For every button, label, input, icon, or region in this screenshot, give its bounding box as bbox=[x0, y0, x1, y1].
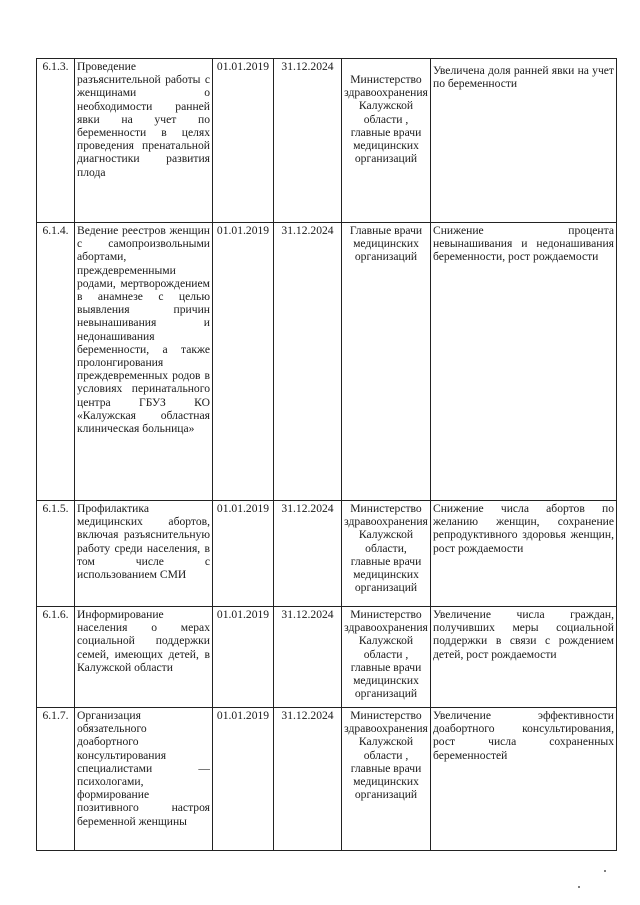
expected-result: Увеличение эффективности доабортного консультирования, рост числа сохраненных беременностей bbox=[431, 708, 617, 851]
expected-result: Снижение процента невынашивания и недонашивания беременности, рост рождаемости bbox=[431, 223, 617, 501]
row-number: 6.1.6. bbox=[37, 607, 75, 708]
measure-name: Организация обязательного доабортного консультирования специалистами — психологами, формирование позитивного настроя беременной женщины bbox=[75, 708, 213, 851]
end-date: 31.12.2024 bbox=[274, 59, 342, 223]
scan-speck bbox=[578, 886, 580, 888]
responsible: Главные врачи медицинских организаций bbox=[342, 223, 431, 501]
table-row bbox=[37, 59, 617, 223]
measure-name: Ведение реестров женщин с самопроизвольными абортами, преждевременными родами, мертворождением в анамнезе с целью выявления причин невынашивания и недонашивания беременности, а также пролонгирования преждевременных родов в условиях перинатального центра ГБУЗ КО «Калужская областная клиническая больница» bbox=[75, 223, 213, 501]
responsible: Министерство здравоохранения Калужской области , главные врачи медицинских организаций bbox=[342, 607, 431, 708]
expected-result: Увеличение числа граждан, получивших меры социальной поддержки в связи с рождением детей, рост рождаемости bbox=[431, 607, 617, 708]
row-number: 6.1.3. bbox=[37, 59, 75, 223]
end-date: 31.12.2024 bbox=[274, 223, 342, 501]
measure-name: Проведение разъяснительной работы с женщинами о необходимости ранней явки на учет по беременности в целях проведения пренатальной диагностики развития плода bbox=[75, 59, 213, 223]
row-number: 6.1.7. bbox=[37, 708, 75, 851]
table-row bbox=[37, 223, 617, 501]
scan-speck bbox=[604, 870, 606, 872]
start-date: 01.01.2019 bbox=[213, 708, 274, 851]
responsible: Министерство здравоохранения Калужской области , главные врачи медицинских организаций bbox=[342, 59, 431, 223]
end-date: 31.12.2024 bbox=[274, 607, 342, 708]
start-date: 01.01.2019 bbox=[213, 607, 274, 708]
row-number: 6.1.5. bbox=[37, 501, 75, 607]
measure-name: Информирование населения о мерах социальной поддержки семей, имеющих детей, в Калужской области bbox=[75, 607, 213, 708]
start-date: 01.01.2019 bbox=[213, 223, 274, 501]
expected-result: Снижение числа абортов по желанию женщин, сохранение репродуктивного здоровья женщин, рост рождаемости bbox=[431, 501, 617, 607]
responsible: Министерство здравоохранения Калужской области, главные врачи медицинских организаций bbox=[342, 501, 431, 607]
table-row bbox=[37, 607, 617, 708]
row-number: 6.1.4. bbox=[37, 223, 75, 501]
measure-name: Профилактика медицинских абортов, включая разъяснительную работу среди населения, в том числе с использованием СМИ bbox=[75, 501, 213, 607]
table-row bbox=[37, 501, 617, 607]
responsible: Министерство здравоохранения Калужской области , главные врачи медицинских организаций bbox=[342, 708, 431, 851]
table-row bbox=[37, 708, 617, 851]
measures-table bbox=[36, 58, 617, 851]
expected-result: Увеличена доля ранней явки на учет по беременности bbox=[431, 59, 617, 223]
end-date: 31.12.2024 bbox=[274, 708, 342, 851]
end-date: 31.12.2024 bbox=[274, 501, 342, 607]
start-date: 01.01.2019 bbox=[213, 59, 274, 223]
start-date: 01.01.2019 bbox=[213, 501, 274, 607]
